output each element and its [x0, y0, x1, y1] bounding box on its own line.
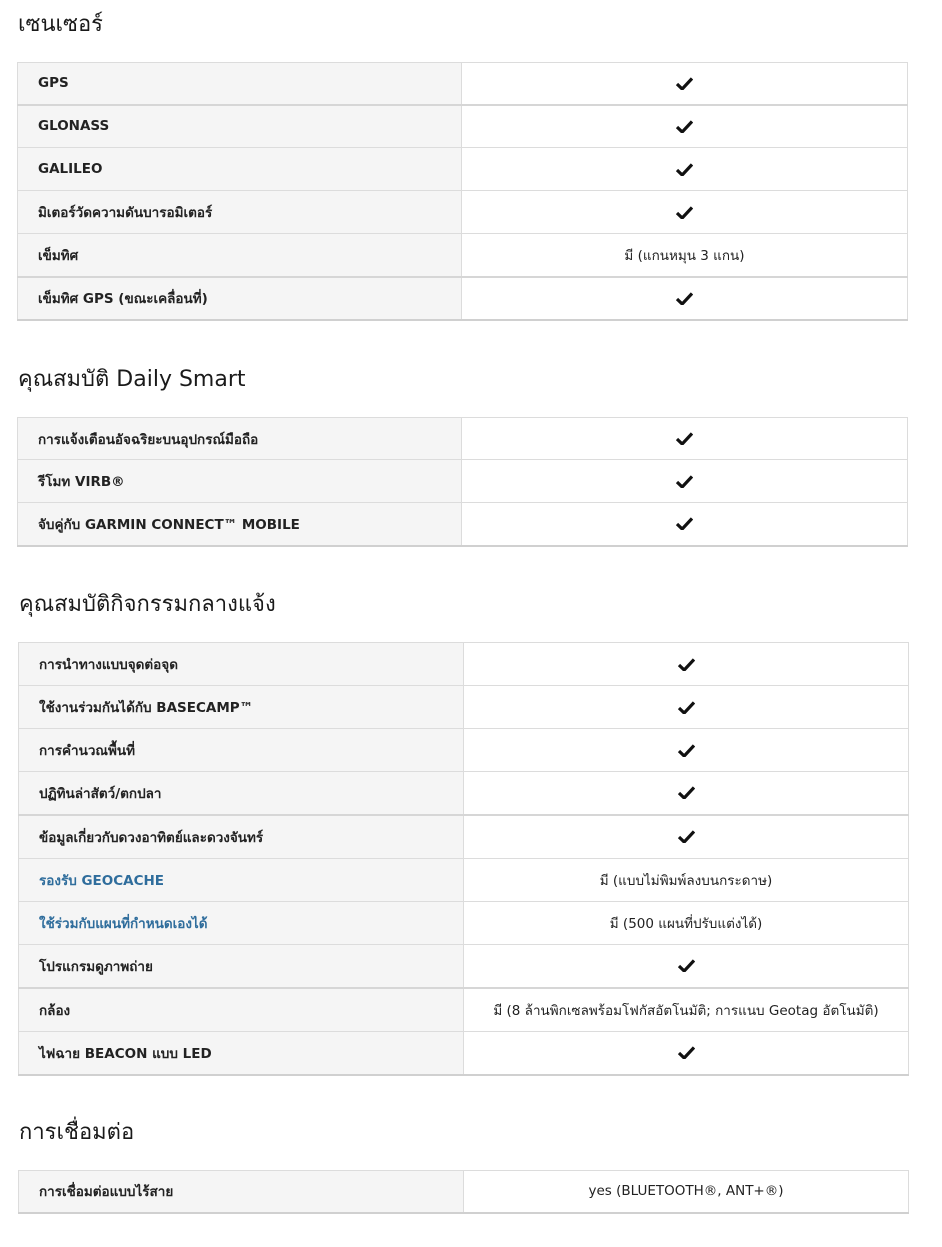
row-value-smart-notifications: [462, 418, 908, 460]
section-title-connectivity: การเชื่อมต่อ: [19, 1120, 135, 1145]
row-label-barometer: มิเตอร์วัดความดันบารอมิเตอร์: [18, 191, 462, 234]
row-value-picture-viewer: [464, 945, 909, 988]
table-row: [19, 729, 909, 772]
table-row: [19, 1032, 909, 1075]
row-label-picture-viewer: โปรแกรมดูภาพถ่าย: [19, 945, 464, 988]
row-value-hunt-fish-calendar: [464, 772, 909, 815]
row-value-gps: [462, 63, 908, 105]
daily-smart-table: [17, 417, 908, 547]
table-row: [19, 945, 909, 988]
row-value-compass: มี (แกนหมุน 3 แกน): [462, 234, 908, 277]
checkmark-icon: [676, 120, 693, 133]
checkmark-icon: [676, 206, 693, 219]
outdoor-features-table: [18, 642, 909, 1076]
row-value-camera: มี (8 ล้านพิกเซลพร้อมโฟกัสอัตโนมัติ; การแนบ Geotag อัตโนมัติ): [464, 988, 909, 1032]
checkmark-icon: [676, 292, 693, 305]
checkmark-icon: [676, 432, 693, 445]
checkmark-icon: [676, 77, 693, 90]
table-row: [19, 686, 909, 729]
row-value-barometer: [462, 191, 908, 234]
row-value-wireless: yes (BLUETOOTH®, ANT+®): [464, 1171, 909, 1213]
table-row: [18, 105, 908, 148]
section-title-outdoor-features: คุณสมบัติกิจกรรมกลางแจ้ง: [19, 592, 276, 617]
row-value-geocache: มี (แบบไม่พิมพ์ลงบนกระดาษ): [464, 859, 909, 902]
section-title-sensors: เซนเซอร์: [18, 12, 103, 37]
checkmark-icon: [678, 830, 695, 843]
table-row: [19, 643, 909, 686]
row-label-garmin-connect: จับคู่กับ GARMIN CONNECT™ MOBILE: [18, 503, 462, 546]
table-row: [19, 1171, 909, 1213]
row-value-glonass: [462, 105, 908, 148]
row-label-camera: กล้อง: [19, 988, 464, 1032]
row-value-virb-remote: [462, 460, 908, 503]
table-row: [18, 503, 908, 546]
checkmark-icon: [678, 701, 695, 714]
table-row: [19, 902, 909, 945]
row-value-galileo: [462, 148, 908, 191]
row-label-smart-notifications: การแจ้งเตือนอัจฉริยะบนอุปกรณ์มือถือ: [18, 418, 462, 460]
row-label-led-beacon: ไฟฉาย BEACON แบบ LED: [19, 1032, 464, 1075]
row-label-wireless: การเชื่อมต่อแบบไร้สาย: [19, 1171, 464, 1213]
row-label-point-to-point: การนำทางแบบจุดต่อจุด: [19, 643, 464, 686]
row-value-led-beacon: [464, 1032, 909, 1075]
row-label-virb-remote: รีโมท VIRB®: [18, 460, 462, 503]
row-label-basecamp: ใช้งานร่วมกันได้กับ BASECAMP™: [19, 686, 464, 729]
checkmark-icon: [676, 163, 693, 176]
section-title-daily-smart: คุณสมบัติ Daily Smart: [18, 367, 246, 392]
row-label-galileo: GALILEO: [18, 148, 462, 191]
table-row: [18, 63, 908, 105]
table-row: [18, 191, 908, 234]
table-row: [19, 859, 909, 902]
table-row: [18, 277, 908, 320]
row-label-compass: เข็มทิศ: [18, 234, 462, 277]
checkmark-icon: [678, 658, 695, 671]
row-value-basecamp: [464, 686, 909, 729]
row-label-sun-moon: ข้อมูลเกี่ยวกับดวงอาทิตย์และดวงจันทร์: [19, 815, 464, 859]
row-value-custom-maps: มี (500 แผนที่ปรับแต่งได้): [464, 902, 909, 945]
checkmark-icon: [676, 475, 693, 488]
table-row: [18, 234, 908, 277]
row-value-sun-moon: [464, 815, 909, 859]
checkmark-icon: [676, 517, 693, 530]
table-row: [19, 772, 909, 815]
table-row: [19, 988, 909, 1032]
custom-maps-link[interactable]: ใช้ร่วมกับแผนที่กำหนดเองได้: [19, 902, 464, 945]
table-row: [18, 418, 908, 460]
row-value-gps-compass: [462, 277, 908, 320]
table-row: [18, 148, 908, 191]
sensors-table: [17, 62, 908, 321]
row-label-hunt-fish-calendar: ปฏิทินล่าสัตว์/ตกปลา: [19, 772, 464, 815]
checkmark-icon: [678, 744, 695, 757]
row-value-point-to-point: [464, 643, 909, 686]
geocache-link[interactable]: รองรับ GEOCACHE: [19, 859, 464, 902]
row-value-garmin-connect: [462, 503, 908, 546]
table-row: [19, 815, 909, 859]
connectivity-table: [18, 1170, 909, 1214]
row-label-gps: GPS: [18, 63, 462, 105]
checkmark-icon: [678, 1046, 695, 1059]
row-label-glonass: GLONASS: [18, 105, 462, 148]
checkmark-icon: [678, 959, 695, 972]
row-value-area-calculation: [464, 729, 909, 772]
checkmark-icon: [678, 786, 695, 799]
row-label-gps-compass: เข็มทิศ GPS (ขณะเคลื่อนที่): [18, 277, 462, 320]
row-label-area-calculation: การคำนวณพื้นที่: [19, 729, 464, 772]
table-row: [18, 460, 908, 503]
